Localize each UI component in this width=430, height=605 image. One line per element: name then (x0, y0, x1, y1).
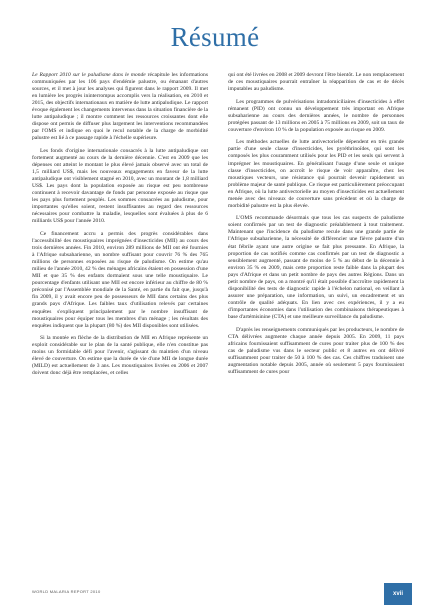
paragraph: Les programmes de pulvérisations intradomiciliaires d'insecticides à effet rémanent (PID) ont connu un développement très important en Afrique subsaharienne au cours des dernières années, le nombre de personnes protégées passant de 13 millions en 2005 à 75 millions en 2009, soit un taux de couverture d'environ 10 % de la population exposée au risque en 2009. (228, 98, 404, 133)
paragraph: D'après les renseignements communiqués par les producteurs, le nombre de CTA délivrées augmente chaque année depuis 2005. En 2009, 11 pays africains fournissaient suffisamment de cures pour traiter plus de 100 % des cas de paludisme vus dans le secteur public et 8 autres en ont délivré suffisamment pour traiter de 50 à 100 % des cas. Ces chiffres traduisent une augmentation notable depuis 2005, année où seulement 5 pays fournissaient suffisamment de cures pour (228, 326, 404, 375)
right-column (228, 72, 404, 383)
paragraph (32, 72, 208, 142)
footer-report-name: WORLD MALARIA REPORT 2010 (32, 589, 101, 594)
paragraph-text: récapitule les informations communiquées par les 106 pays d'endémie palustre, ou émanant d'autres sources, et il met à jour les analyses qui figurent dans le rapport 2009. Il met en lumière les progrès ininterrompus accomplis vers la réalisation, en 2010 et 2015, des objectifs internationaux en matière de lutte antipaludique. Le rapport évoque également les changements intervenus dans la situation financière de la lutte antipaludique ; il montre comment les ressources croissantes dont elle dispose ont permis de diffuser plus largement les interventions recommandées par l'OMS et indique en quoi le recul notable de la charge de morbidité palustre est lié à ce passage rapide à l'échelle supérieure. (32, 72, 208, 142)
report-title-emphasis: Le Rapport 2010 sur le paludisme dans le monde (32, 72, 146, 78)
body-columns (32, 72, 404, 383)
paragraph: Si la montée en flèche de la distribution de MII en Afrique représente un exploit considérable sur le plan de la santé publique, elle n'en constitue pas moins un formidable défi pour l'avenir, s'agissant du maintien d'un niveau élevé de couverture. On estime que la durée de vie d'une MII de longue durée (MILD) est actuellement de 3 ans. Les moustiquaires livrées en 2006 et 2007 doivent donc déjà être remplacées, et celles (32, 335, 208, 377)
paragraph: qui ont été livrées en 2008 et 2009 devront l'être bientôt. Le non remplacement de ces moustiquaires pourrait entraîner la réapparition de cas et de décès imputables au paludisme. (228, 72, 404, 93)
left-column (32, 72, 208, 383)
paragraph: Les méthodes actuelles de lutte antivectorielle dépendent en très grande partie d'une seule classe d'insecticides, les pyréthrinoïdes, qui sont les composés les plus couramment utilisés pour les PID et les seuls qui servent à imprégner les moustiquaires. En généralisant l'usage d'une seule et unique classe d'insecticides, on accroît le risque de voir apparaître, chez les moustiques vecteurs, une résistance qui pourrait devenir rapidement un problème majeur de santé publique. Ce risque est particulièrement préoccupant en Afrique, où la lutte antivectorielle au moyen d'insecticides est actuellement menée avec des niveaux de couverture sans précédent et où la charge de morbidité palustre est la plus élevée. (228, 139, 404, 209)
paragraph: Ce financement accru a permis des progrès considérables dans l'accessibilité des moustiquaires imprégnées d'insecticides (MII) au cours des trois dernières années. Fin 2010, environ 289 millions de MII ont été fournies à l'Afrique subsaharienne, un nombre suffisant pour couvrir 76 % des 765 millions de personnes exposées au risque de paludisme. On estime qu'au milieu de l'année 2010, 42 % des ménages africains étaient en possession d'une MII et que 35 % des enfants dormaient sous une telle moustiquaire. Le pourcentage d'enfants utilisant une MII est encore inférieur au chiffre de 80 % préconisé par l'Assemblée mondiale de la Santé, en partie du fait que, jusqu'à fin 2009, il y avait encore peu de possesseurs de MII dans certains des plus grands pays d'Afrique. Les faibles taux d'utilisation relevés par certaines enquêtes s'expliquent principalement par le nombre insuffisant de moustiquaires pour équiper tous les membres d'un ménage ; les résultats des enquêtes indiquent que la plupart (80 %) des MII disponibles sont utilisées. (32, 230, 208, 329)
paragraph: Les fonds d'origine internationale consacrés à la lutte antipaludique ont fortement augmenté au cours de la dernière décennie. C'est en 2009 que les dépenses ont atteint le montant le plus élevé jamais observé avec un total de 1,5 milliard US$, mais les nouveaux engagements en faveur de la lutte antipaludique ont visiblement stagné en 2010, avec un montant de 1,8 milliard US$. Les pays dont la population exposée au risque est peu nombreuse continuent à recevoir davantage de fonds par personne exposée au risque que les pays plus fortement peuplés. Les sommes consacrées au paludisme, pour importantes qu'elles soient, restent insuffisantes au regard des ressources nécessaires pour combattre la maladie, lesquelles sont évaluées à plus de 6 milliards US$ pour l'année 2010. (32, 147, 208, 225)
page-title: Résumé (170, 22, 260, 52)
paragraph: L'OMS recommande désormais que tous les cas suspects de paludisme soient confirmés par un test de diagnostic préalablement à tout traitement. Maintenant que l'incidence du paludisme recule dans une grande partie de l'Afrique subsaharienne, la nécessité de différencier une fièvre palustre d'un état fébrile ayant une autre origine se fait plus pressante. En Afrique, la proportion de cas notifiés comme cas confirmés par un test de diagnostic a sensiblement augmenté, passant de moins de 5 % au début de la décennie à environ 35 % en 2009, mais cette proportion reste faible dans la plupart des pays d'Afrique et dans un petit nombre de pays des autres Régions. Dans un petit nombre de pays, on a montré qu'il était possible d'accroître rapidement la disponibilité des tests de diagnostic rapide à l'échelon national, en veillant à assurer une préparation, une information, un suivi, un encadrement et un contrôle de qualité adéquats. En lien avec ces expériences, il y a eu d'importantes économies dans l'utilisation des combinaisons thérapeutiques à base d'artémisinine (CTA) et une meilleure surveillance du paludisme. (228, 215, 404, 320)
page-number: xvii (384, 583, 412, 605)
